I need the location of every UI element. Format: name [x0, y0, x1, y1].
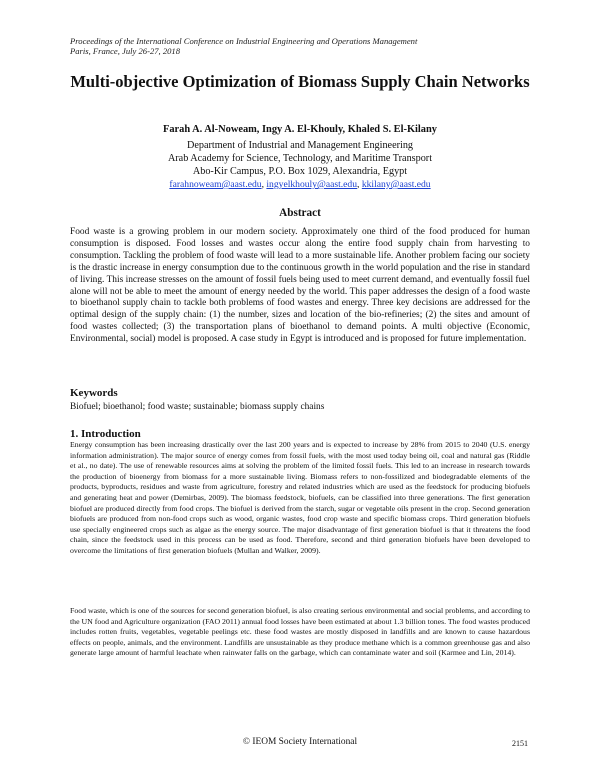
affiliation-address: Abo-Kir Campus, P.O. Box 1029, Alexandria, Egypt: [192, 166, 408, 177]
affiliation-department: Department of Industrial and Management Engineering: [186, 140, 414, 151]
page-number: 2151: [512, 739, 528, 748]
author-emails: farahnoweam@aast.edu, ingyelkhouly@aast.edu, kkilany@aast.edu: [169, 179, 431, 190]
keywords-text: Biofuel; bioethanol; food waste; sustainable; biomass supply chains: [70, 402, 325, 412]
proceedings-header: Proceedings of the International Conference on Industrial Engineering and Operations Management: [70, 36, 418, 46]
email-link-3[interactable]: kkilany@aast.edu: [361, 179, 431, 190]
paper-title: Multi-objective Optimization of Biomass Supply Chain Networks: [70, 72, 530, 91]
introduction-heading: 1. Introduction: [70, 428, 141, 440]
author-list: Farah A. Al-Noweam, Ingy A. El-Khouly, Khaled S. El-Kilany: [163, 124, 437, 135]
introduction-paragraph-2: Food waste, which is one of the sources for second generation biofuel, is also creating serious environmental and social problems, and according to the UN food and Agriculture organization (FAO 2011) annual food losses have been estimated at about 1.3 billion tones. The food wastes produced includes rotten fruits, vegetables, vegetable peelings etc. these food wastes are mostly disposed in landfills and are known to cause hazardous effects on people, animals, and the environment. Landfills are unsustainable as they produce methane which is a common greenhouse gas and also generate large amount of harmful leachate when rainwater falls on the garbage, which can contaminate water and soil (Karmee and Lin, 2014).: [70, 606, 530, 658]
email-link-1[interactable]: farahnoweam@aast.edu: [169, 179, 262, 190]
affiliation-institution: Arab Academy for Science, Technology, and Maritime Transport: [167, 153, 433, 164]
email-link-2[interactable]: ingyelkhouly@aast.edu: [266, 179, 358, 190]
conference-location: Paris, France, July 26-27, 2018: [70, 46, 181, 56]
keywords-heading: Keywords: [70, 387, 118, 399]
abstract-text: Food waste is a growing problem in our modern society. Approximately one third of the food produced for human consumption is disposed. Food losses and wastes occur along the entire food supply chain from harvesting to consumption. Tackling the problem of food waste will lead to a more sustainable life. Another problem facing our society is the drastic increase in energy consumption due to the continuous growth in the world population and the rise in standard of living. This increase stresses on the amount of fossil fuels being used to meet current demand, and eventually fossil fuel alone will not be able to meet the amount of energy needed by the world. This paper addresses the design of a food waste to bioethanol supply chain to tackle both problems of food wastes and energy. Three key decisions are addressed for the optimal design of the supply chain: (1) the number, sizes and location of the bio-refineries; (2) the sites and amount of food wastes collected; (3) the transportation plans of bioethanol to demand points. A multi objective (Economic, Environmental, social) model is proposed. A case study in Egypt is introduced and is proposed for future implementation.: [70, 227, 530, 345]
abstract-heading: Abstract: [279, 207, 321, 219]
footer-copyright: © IEOM Society International: [242, 737, 358, 747]
introduction-paragraph-1: Energy consumption has been increasing drastically over the last 200 years and is expected to increase by 28% from 2015 to 2040 (U.S. energy information administration). The major source of energy comes from fossil fuels, with the most used today being oil, coal and natural gas (Riddle et al., no date). The use of renewable resources aims at solving the problem of the limited fossil fuels. This led to an increase in research towards the production of bioenergy from biomass for a more sustainable living. Biomass refers to non-fossilized and biodegradable elements of the products, byproducts, residues and waste from agriculture, forestry and related industries which are used as the feedstock for producing biofuels and generating heat and power (Demirbas, 2009). The biomass feedstock, biofuels, can be classified into three generations. The first generation biofuel are produced directly from food crops. The biofuel is derived from the starch, sugar or vegetable oils present in the crop. Second generation biofuels are produced from non-food crops such as wood, organic wastes, food crop waste and specific biomass crops. Third generation biofuels use specially engineered crops such as algae as the energy source. The major disadvantage of first generation biofuel is that it threatens the food chain, since the feedstock used in this process can be used as food. Therefore, second and third generation biofuels have been developed to overcome the limitations of first generation biofuels (Mullan and Walker, 2009).: [70, 440, 530, 555]
